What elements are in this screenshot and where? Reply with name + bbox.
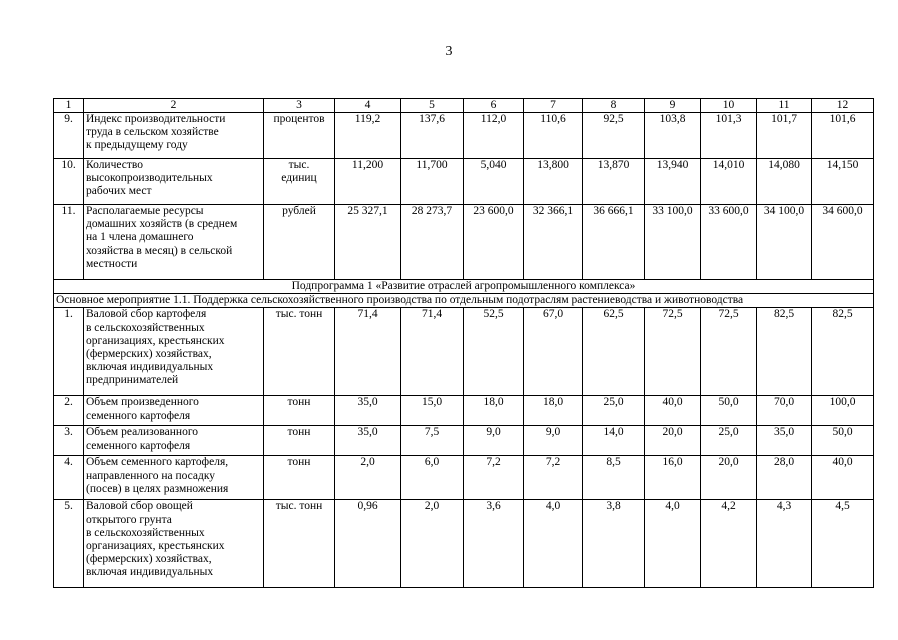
column-header: 11 [757, 99, 812, 113]
column-header: 9 [645, 99, 701, 113]
cell-line: (посев) в целях размножения [86, 482, 229, 495]
indicator-name [84, 113, 264, 159]
cell-line: семенного картофеля [86, 409, 191, 422]
indicator-name [84, 396, 264, 426]
cell-line: направленного на посадку [86, 469, 216, 482]
cell-line: на 1 члена домашнего [86, 231, 194, 244]
value-cell: 4,0 [645, 500, 701, 588]
cell-line: Валовой сбор картофеля [86, 308, 207, 321]
value-cell: 100,0 [812, 396, 874, 426]
unit-cell [264, 205, 335, 280]
cell-line: Количество [86, 159, 143, 171]
value-cell: 4,0 [524, 500, 583, 588]
cell-line: включая индивидуальных [86, 361, 214, 374]
value-cell: 11,700 [401, 159, 464, 205]
value-cell: 25 327,1 [335, 205, 401, 280]
value-cell: 71,4 [401, 308, 464, 396]
value-cell: 3,8 [583, 500, 645, 588]
unit-cell [264, 456, 335, 500]
value-cell: 50,0 [701, 396, 757, 426]
value-cell: 70,0 [757, 396, 812, 426]
cell-line: (фермерских) хозяйствах, [86, 553, 212, 566]
value-cell: 6,0 [401, 456, 464, 500]
value-cell: 18,0 [464, 396, 524, 426]
cell-line: в сельскохозяйственных [86, 321, 205, 334]
table-row [54, 396, 874, 426]
value-cell: 119,2 [335, 113, 401, 159]
column-header: 8 [583, 99, 645, 113]
cell-line: организациях, крестьянских [86, 540, 225, 553]
value-cell: 20,0 [645, 426, 701, 456]
unit-cell [264, 500, 335, 588]
page-number: 3 [445, 44, 453, 59]
indicator-name [84, 308, 264, 396]
value-cell: 14,080 [757, 159, 812, 205]
column-header: 3 [264, 99, 335, 113]
subprogram-title: Подпрограмма 1 «Развитие отраслей агропромышленного комплекса» [54, 280, 874, 294]
value-cell: 13,940 [645, 159, 701, 205]
value-cell: 16,0 [645, 456, 701, 500]
column-header: 4 [335, 99, 401, 113]
table-row [54, 159, 874, 205]
subprogram-row [54, 280, 874, 294]
cell-line: единиц [281, 172, 317, 185]
value-cell: 72,5 [701, 308, 757, 396]
value-cell: 33 600,0 [701, 205, 757, 280]
value-cell: 18,0 [524, 396, 583, 426]
row-number: 3. [54, 426, 84, 456]
value-cell: 101,3 [701, 113, 757, 159]
row-number: 10. [54, 159, 84, 205]
cell-line: Индекс производительности [86, 113, 226, 125]
value-cell: 71,4 [335, 308, 401, 396]
value-cell: 101,6 [812, 113, 874, 159]
value-cell: 40,0 [645, 396, 701, 426]
cell-line: в сельскохозяйственных [86, 526, 205, 539]
value-cell: 4,2 [701, 500, 757, 588]
value-cell: 28,0 [757, 456, 812, 500]
value-cell: 9,0 [464, 426, 524, 456]
cell-line: Объем реализованного [86, 426, 199, 439]
value-cell: 35,0 [335, 426, 401, 456]
value-cell: 23 600,0 [464, 205, 524, 280]
value-cell: 7,2 [524, 456, 583, 500]
value-cell: 8,5 [583, 456, 645, 500]
unit-cell [264, 159, 335, 205]
column-header: 5 [401, 99, 464, 113]
indicator-name [84, 426, 264, 456]
value-cell: 28 273,7 [401, 205, 464, 280]
column-header: 1 [54, 99, 84, 113]
cell-line: тыс. тонн [275, 308, 323, 321]
value-cell: 32 366,1 [524, 205, 583, 280]
row-number: 4. [54, 456, 84, 500]
cell-line: высокопроизводительных [86, 172, 213, 185]
table-row [54, 500, 874, 588]
value-cell: 0,96 [335, 500, 401, 588]
indicator-name [84, 456, 264, 500]
value-cell: 35,0 [757, 426, 812, 456]
cell-line: предпринимателей [86, 374, 179, 387]
unit-cell [264, 396, 335, 426]
column-header: 2 [84, 99, 264, 113]
cell-line: открытого грунта [86, 513, 172, 526]
row-number: 2. [54, 396, 84, 426]
cell-line: включая индивидуальных [86, 566, 214, 579]
table-row [54, 426, 874, 456]
unit-cell [264, 426, 335, 456]
value-cell: 50,0 [812, 426, 874, 456]
value-cell: 3,6 [464, 500, 524, 588]
row-number: 5. [54, 500, 84, 588]
value-cell: 5,040 [464, 159, 524, 205]
cell-line: Объем семенного картофеля, [86, 456, 229, 469]
indicator-name [84, 205, 264, 280]
value-cell: 2,0 [335, 456, 401, 500]
indicator-name [84, 159, 264, 205]
value-cell: 14,0 [583, 426, 645, 456]
value-cell: 67,0 [524, 308, 583, 396]
value-cell: 101,7 [757, 113, 812, 159]
cell-line: тыс. тонн [275, 500, 323, 513]
value-cell: 112,0 [464, 113, 524, 159]
table-row [54, 113, 874, 159]
cell-line: местности [86, 257, 138, 270]
cell-line: Располагаемые ресурсы [86, 205, 204, 217]
table-row [54, 456, 874, 500]
unit-cell [264, 113, 335, 159]
column-header: 10 [701, 99, 757, 113]
cell-line: (фермерских) хозяйствах, [86, 348, 212, 361]
main-event-title: Основное мероприятие 1.1. Поддержка сельскохозяйственного производства по отдельным подотраслям растениеводства и животноводства [54, 294, 874, 308]
value-cell: 40,0 [812, 456, 874, 500]
cell-line: Объем произведенного [86, 396, 199, 409]
value-cell: 4,5 [812, 500, 874, 588]
table-row [54, 205, 874, 280]
value-cell: 34 100,0 [757, 205, 812, 280]
indicators-table [53, 98, 874, 588]
value-cell: 7,5 [401, 426, 464, 456]
indicator-name [84, 500, 264, 588]
value-cell: 14,150 [812, 159, 874, 205]
cell-line: тонн [287, 396, 311, 409]
value-cell: 2,0 [401, 500, 464, 588]
value-cell: 13,800 [524, 159, 583, 205]
value-cell: 7,2 [464, 456, 524, 500]
cell-line: рабочих мест [86, 185, 152, 198]
cell-line: организациях, крестьянских [86, 334, 225, 347]
value-cell: 20,0 [701, 456, 757, 500]
cell-line: рублей [282, 205, 316, 217]
row-number: 11. [54, 205, 84, 280]
value-cell: 103,8 [645, 113, 701, 159]
value-cell: 72,5 [645, 308, 701, 396]
main-event-row [54, 294, 874, 308]
value-cell: 11,200 [335, 159, 401, 205]
cell-line: Валовой сбор овощей [86, 500, 193, 513]
table-row [54, 308, 874, 396]
cell-line: тыс. [288, 159, 310, 171]
column-header: 12 [812, 99, 874, 113]
value-cell: 36 666,1 [583, 205, 645, 280]
cell-line: тонн [287, 456, 311, 469]
cell-line: тонн [287, 426, 311, 439]
value-cell: 33 100,0 [645, 205, 701, 280]
row-number: 1. [54, 308, 84, 396]
cell-line: процентов [273, 113, 325, 125]
cell-line: домашних хозяйств (в среднем [86, 218, 238, 231]
value-cell: 4,3 [757, 500, 812, 588]
value-cell: 14,010 [701, 159, 757, 205]
unit-cell [264, 308, 335, 396]
header-row [54, 99, 874, 113]
value-cell: 110,6 [524, 113, 583, 159]
value-cell: 34 600,0 [812, 205, 874, 280]
value-cell: 15,0 [401, 396, 464, 426]
cell-line: к предыдущему году [86, 139, 188, 152]
value-cell: 25,0 [701, 426, 757, 456]
value-cell: 92,5 [583, 113, 645, 159]
cell-line: семенного картофеля [86, 439, 191, 452]
value-cell: 82,5 [812, 308, 874, 396]
value-cell: 13,870 [583, 159, 645, 205]
row-number: 9. [54, 113, 84, 159]
value-cell: 62,5 [583, 308, 645, 396]
value-cell: 25,0 [583, 396, 645, 426]
value-cell: 82,5 [757, 308, 812, 396]
value-cell: 137,6 [401, 113, 464, 159]
value-cell: 52,5 [464, 308, 524, 396]
cell-line: хозяйства в месяц) в сельской [86, 244, 233, 257]
column-header: 6 [464, 99, 524, 113]
value-cell: 35,0 [335, 396, 401, 426]
value-cell: 9,0 [524, 426, 583, 456]
column-header: 7 [524, 99, 583, 113]
cell-line: труда в сельском хозяйстве [86, 126, 219, 139]
